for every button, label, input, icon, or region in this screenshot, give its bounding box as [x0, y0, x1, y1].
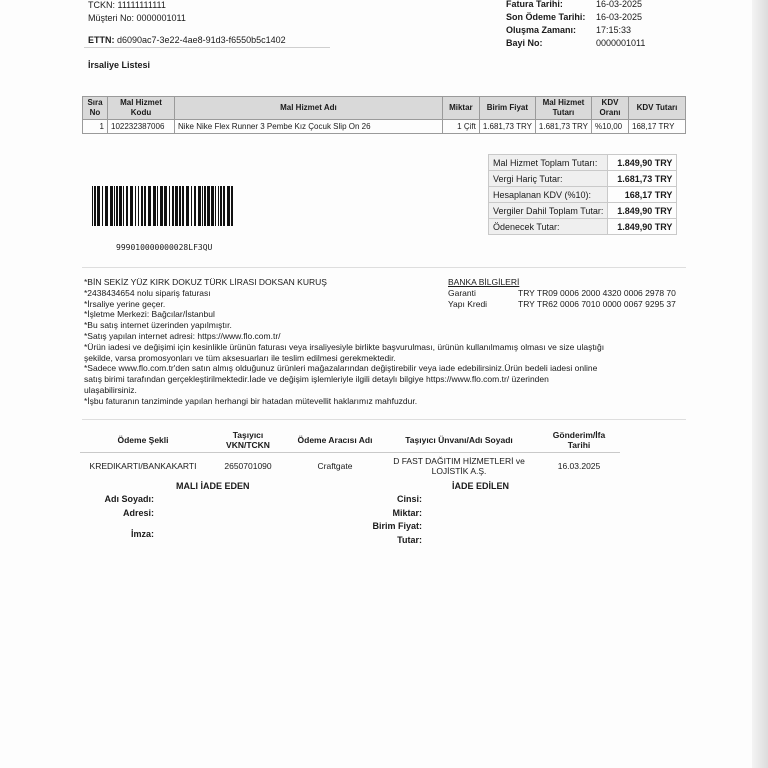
barcode-bar	[135, 186, 136, 226]
meta-label: Oluşma Zamanı:	[506, 25, 577, 35]
cell-code: 102232387006	[108, 120, 175, 134]
cell-carrier-vkn: 2650701090	[224, 461, 272, 471]
col-header: Ödeme Aracısı Adı	[290, 428, 380, 453]
note-line: şekilde, varsa promosyonları ve tüm aksesuarları ile teslim edilmesi gerekmektedir.	[84, 352, 396, 363]
cell-unit-price: 1.681,73 TRY	[479, 120, 535, 134]
barcode-bar	[94, 186, 96, 226]
meta-value: 17:15:33	[596, 25, 632, 35]
note-line: ulaşabilirsiniz.	[84, 384, 137, 395]
col-header: KDV Oranı	[592, 97, 629, 120]
ettn-value: d6090ac7-3e22-4ae8-91d3-f6550b5c1402	[117, 35, 286, 45]
bank-row	[448, 288, 688, 299]
barcode-bar	[172, 186, 174, 226]
totals-value: 1.849,90 TRY	[608, 155, 677, 171]
return-field-signature: İmza:	[130, 529, 154, 539]
cell-qty: 1 Çift	[442, 120, 479, 134]
totals-row	[489, 219, 677, 235]
items-table	[82, 96, 686, 134]
totals-value: 1.681,73 TRY	[608, 171, 677, 187]
return-field-type: Cinsi:	[396, 494, 422, 504]
bank-title: BANKA BİLGİLERİ	[448, 277, 520, 287]
barcode-bar	[179, 186, 181, 226]
note-line: *İrsaliye yerine geçer.	[84, 298, 166, 309]
invoice-meta	[506, 0, 666, 50]
meta-label: Bayi No:	[506, 38, 543, 48]
barcode-bar	[157, 186, 158, 226]
meta-row	[506, 11, 666, 24]
barcode-bar	[110, 186, 113, 226]
totals-row	[489, 171, 677, 187]
note-line: *2438434654 nolu sipariş faturası	[84, 287, 211, 298]
return-left-title: MALI İADE EDEN	[176, 481, 250, 491]
shipping-header-row	[80, 428, 620, 453]
meta-value: 16-03-2025	[596, 0, 643, 9]
barcode-bar	[194, 186, 196, 226]
table-row	[80, 453, 620, 480]
totals-row	[489, 203, 677, 219]
barcode-bar	[223, 186, 225, 226]
barcode-bar	[198, 186, 201, 226]
barcode-bar	[191, 186, 192, 226]
col-header: Taşıyıcı Ünvanı/Adı Soyadı	[380, 428, 538, 453]
barcode-bar	[202, 186, 203, 226]
note-line: *İşbu faturanın tanziminde yapılan herhangi bir hatadan mütevellit haklarımız mahfuzdur.	[84, 395, 418, 406]
barcode-bar	[169, 186, 170, 226]
barcode-bar	[126, 186, 128, 226]
bank-iban: TRY TR09 0006 2000 4320 0006 2978 70	[518, 288, 676, 298]
barcode-bar	[114, 186, 115, 226]
note-line: satış birimi tarafından gerçekleştirilmektedir.İade ve değişim işlemleriyle ilgili detaylı bilgiye https://www.flo.com.tr/ üzerinden	[84, 374, 549, 385]
barcode-image	[92, 186, 234, 226]
divider	[82, 267, 686, 268]
table-row	[83, 120, 686, 134]
meta-label: Son Ödeme Tarihi:	[506, 12, 586, 22]
barcode-bar	[153, 186, 156, 226]
meta-value: 16-03-2025	[596, 12, 643, 22]
cell-vat-amount: 168,17 TRY	[629, 120, 686, 134]
barcode-bar	[220, 186, 222, 226]
bank-info	[448, 277, 688, 310]
totals-label: Mal Hizmet Toplam Tutarı:	[489, 155, 608, 171]
barcode-bar	[215, 186, 216, 226]
bank-name: Yapı Kredi	[448, 299, 488, 309]
barcode-bar	[130, 186, 133, 226]
barcode-bar	[102, 186, 103, 226]
bank-row	[448, 299, 688, 310]
barcode-bar	[211, 186, 214, 226]
note-line: *İşletme Merkezi: Bağcılar/İstanbul	[84, 309, 215, 320]
divider	[82, 419, 686, 420]
totals-value: 1.849,90 TRY	[608, 203, 677, 219]
col-header: Miktar	[442, 97, 479, 120]
barcode-bar	[148, 186, 151, 226]
totals-label: Ödenecek Tutar:	[489, 219, 608, 235]
meta-row	[506, 0, 666, 11]
totals-table	[488, 154, 677, 235]
barcode-bar	[186, 186, 189, 226]
barcode-bar	[123, 186, 124, 226]
ettn-box	[84, 33, 330, 48]
cell-ship-date: 16.03.2025	[557, 461, 601, 471]
note-line: *BİN SEKİZ YÜZ KIRK DOKUZ TÜRK LİRASI DOKSAN KURUŞ	[84, 277, 327, 287]
barcode-bar	[138, 186, 139, 226]
totals-label: Vergiler Dahil Toplam Tutar:	[489, 203, 608, 219]
cell-name: Nike Nike Flex Runner 3 Pembe Kız Çocuk Slip On 26	[175, 120, 443, 134]
note-line: *Bu satış internet üzerinden yapılmıştır.	[84, 320, 232, 331]
page-edge	[752, 0, 768, 768]
col-header: Taşıyıcı VKN/TCKN	[206, 428, 290, 453]
barcode-bar	[175, 186, 178, 226]
cell-vat-rate: %10,00	[592, 120, 629, 134]
totals-label: Hesaplanan KDV (%10):	[489, 187, 608, 203]
totals-row	[489, 155, 677, 171]
barcode-bar	[144, 186, 146, 226]
note-line: *Sadece www.flo.com.tr'den satın almış olduğunuz ürünleri mağazalarından değiştirebilir veya iade edebilirsiniz.Ürün bedeli iadesi online	[84, 363, 598, 374]
col-header: Ödeme Şekli	[80, 428, 206, 453]
col-header: KDV Tutarı	[629, 97, 686, 120]
bank-iban: TRY TR62 0006 7010 0000 0067 9295 37	[518, 299, 676, 309]
barcode-text: 999010000000028LF3QU	[116, 243, 213, 252]
barcode-bar	[105, 186, 108, 226]
barcode-bar	[207, 186, 210, 226]
note-line: *Satış yapılan internet adresi: https://www.flo.com.tr/	[84, 330, 281, 341]
shipping-table	[80, 428, 620, 479]
barcode-bar	[182, 186, 184, 226]
return-field-address: Adresi:	[122, 508, 154, 518]
barcode-bar	[164, 186, 167, 226]
col-header: Mal Hizmet Tutarı	[535, 97, 591, 120]
note-line: *Ürün iadesi ve değişimi için kesinlikle ürünün faturası veya irsaliyesiyle birlikte başvurulması, ürünün kullanılmamış olması ve size ulaştığı	[84, 341, 605, 352]
customer-number: Müşteri No: 0000001011	[88, 13, 186, 23]
meta-label: Fatura Tarihi:	[506, 0, 563, 9]
meta-value: 0000001011	[596, 38, 646, 48]
totals-label: Vergi Hariç Tutar:	[489, 171, 608, 187]
return-field-quantity: Miktar:	[392, 508, 422, 518]
meta-row	[506, 24, 666, 37]
barcode-bar	[160, 186, 163, 226]
barcode-bar	[231, 186, 233, 226]
col-header: Birim Fiyat	[479, 97, 535, 120]
totals-value: 1.849,90 TRY	[608, 219, 677, 235]
col-header: Mal Hizmet Kodu	[108, 97, 175, 120]
totals-row	[489, 187, 677, 203]
barcode-bar	[97, 186, 100, 226]
barcode-bar	[92, 186, 93, 226]
meta-row	[506, 37, 666, 50]
items-header-row	[83, 97, 686, 120]
barcode-bar	[218, 186, 219, 226]
barcode-bar	[204, 186, 206, 226]
col-header: Mal Hizmet Adı	[175, 97, 443, 120]
return-field-name: Adı Soyadı:	[104, 494, 154, 504]
cell-amount: 1.681,73 TRY	[535, 120, 591, 134]
cell-payment-method: KREDIKARTI/BANKAKARTI	[89, 461, 197, 471]
return-field-unit-price: Birim Fiyat:	[372, 521, 422, 531]
return-right-title: İADE EDİLEN	[452, 481, 510, 491]
cell-carrier-name: D FAST DAĞITIM HİZMETLERİ ve LOJİSTİK A.Ş.	[393, 456, 525, 476]
ettn-label: ETTN:	[88, 35, 115, 45]
barcode-bar	[119, 186, 122, 226]
cell-index: 1	[83, 120, 108, 134]
bank-name: Garanti	[448, 288, 476, 298]
irsaliye-title: İrsaliye Listesi	[88, 60, 151, 70]
barcode-bar	[116, 186, 118, 226]
barcode-bar	[227, 186, 230, 226]
return-field-total: Tutar:	[397, 535, 422, 545]
customer-tckn: TCKN: 11111111111	[88, 0, 166, 10]
col-header: Gönderim/İfa Tarihi	[538, 428, 620, 453]
barcode-bar	[141, 186, 143, 226]
cell-payment-agent: Craftgate	[317, 461, 353, 471]
totals-value: 168,17 TRY	[608, 187, 677, 203]
col-header: Sıra No	[83, 97, 108, 120]
